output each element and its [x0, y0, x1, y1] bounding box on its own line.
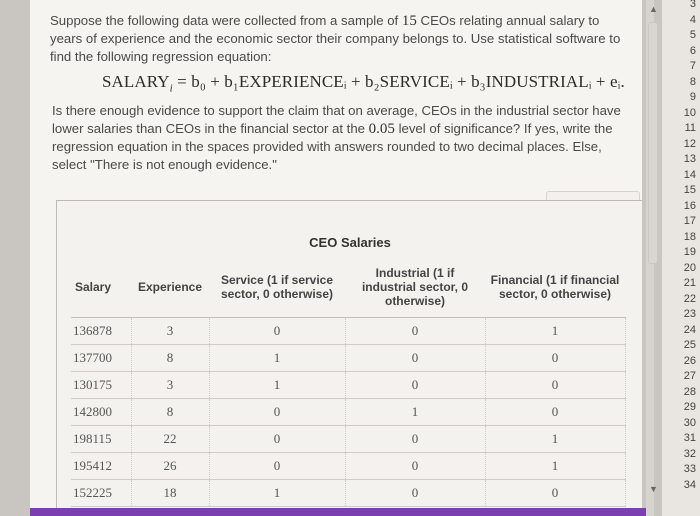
- line-number: 18: [683, 230, 696, 243]
- table-cell: 198115: [71, 426, 131, 453]
- table-cell: 0: [209, 426, 345, 453]
- question-part1: Suppose the following data were collected from a sample of: [50, 13, 402, 28]
- scrollbar-thumb[interactable]: [648, 22, 658, 264]
- line-number: 22: [683, 292, 696, 305]
- table-cell: 1: [485, 453, 625, 480]
- table-cell: 0: [485, 372, 625, 399]
- table-cell: 8: [131, 399, 209, 426]
- table-row: [71, 318, 625, 345]
- table-cell: 1: [209, 480, 345, 507]
- line-number: 6: [689, 44, 696, 57]
- table-cell: 0: [209, 318, 345, 345]
- table-row: [71, 345, 625, 372]
- line-number: 21: [683, 277, 696, 289]
- table-cell: 0: [345, 426, 485, 453]
- table-cell: 1: [209, 372, 345, 399]
- header-experience: Experience: [131, 257, 209, 318]
- scroll-up-icon[interactable]: ▲: [649, 4, 658, 14]
- sample-size: 15: [401, 13, 417, 29]
- bottom-bar: [30, 508, 646, 516]
- line-number: 34: [683, 478, 696, 491]
- line-number: 27: [683, 370, 696, 382]
- question-text-2: [52, 102, 637, 174]
- table-cell: 0: [345, 318, 485, 345]
- significance-level: 0.05: [368, 121, 395, 137]
- table-row: [71, 399, 625, 426]
- line-number: 10: [683, 106, 696, 119]
- table-cell: 3: [131, 318, 209, 345]
- table-cell: 0: [485, 480, 625, 507]
- table-cell: 152225: [71, 480, 131, 507]
- data-table: [71, 257, 626, 507]
- table-cell: 1: [345, 399, 485, 426]
- header-industrial: Industrial (1 if industrial sector, 0 otherwise): [345, 257, 485, 318]
- line-number: 25: [683, 339, 696, 351]
- question-part2b: level of significance? If yes, write the regression equation in the spaces provided with answers rounded to two decimal places. Else, select "There is not enough evidence.": [52, 121, 613, 172]
- table-cell: 1: [485, 318, 625, 345]
- table-cell: 195412: [71, 453, 131, 480]
- table-row: [71, 426, 625, 453]
- table-cell: 0: [345, 345, 485, 372]
- table-cell: 136878: [71, 318, 131, 345]
- line-number: 3: [689, 0, 696, 10]
- table-cell: 0: [345, 453, 485, 480]
- question-panel: [30, 0, 642, 510]
- line-number: 33: [683, 463, 696, 475]
- line-number: 12: [683, 137, 696, 150]
- line-number-gutter: [662, 0, 700, 516]
- table-row: [71, 372, 625, 399]
- line-number: 13: [683, 153, 696, 165]
- equation-lhs: SALARY: [102, 72, 170, 91]
- table-cell: 130175: [71, 372, 131, 399]
- header-financial: Financial (1 if financial sector, 0 otherwise): [485, 257, 625, 318]
- table-cell: 26: [131, 453, 209, 480]
- header-salary: Salary: [71, 257, 131, 318]
- table-cell: 1: [485, 426, 625, 453]
- ceo-salaries-table: [56, 200, 642, 510]
- table-header-row: [71, 257, 625, 318]
- table-cell: 0: [345, 480, 485, 507]
- line-number: 11: [684, 122, 696, 134]
- table-cell: 1: [209, 345, 345, 372]
- table-cell: 0: [209, 453, 345, 480]
- table-cell: 142800: [71, 399, 131, 426]
- line-number: 7: [689, 60, 696, 72]
- line-number: 24: [683, 323, 696, 336]
- line-number: 32: [683, 447, 696, 460]
- line-number: 26: [683, 354, 696, 367]
- table-cell: 0: [209, 399, 345, 426]
- line-number: 14: [683, 168, 696, 181]
- line-number: 23: [683, 308, 696, 320]
- line-number: 15: [683, 184, 696, 196]
- table-cell: 3: [131, 372, 209, 399]
- table-cell: 0: [485, 399, 625, 426]
- question-part1b: CEOs relating annual salary to years of experience and the economic sector their company belongs to. Use statistical software to find the following regression equation:: [50, 13, 621, 64]
- line-number: 29: [683, 401, 696, 413]
- line-number: 19: [683, 246, 696, 258]
- table-cell: 8: [131, 345, 209, 372]
- line-number: 5: [689, 29, 696, 41]
- table-row: [71, 480, 625, 507]
- line-number: 31: [683, 432, 696, 444]
- line-number: 4: [689, 13, 696, 26]
- table-cell: 22: [131, 426, 209, 453]
- question-part2: Is there enough evidence to support the claim that on average, CEOs in the industrial sector have lower salaries than CEOs in the financial sector at the: [52, 103, 621, 136]
- table-cell: 137700: [71, 345, 131, 372]
- table-row: [71, 453, 625, 480]
- scroll-down-icon[interactable]: ▼: [649, 484, 658, 494]
- table-title: CEO Salaries: [309, 235, 391, 250]
- line-number: 9: [689, 91, 696, 103]
- line-number: 20: [683, 261, 696, 274]
- question-text: [50, 12, 635, 66]
- line-number: 28: [683, 385, 696, 398]
- equation-rhs: b₀ + b₁EXPERIENCEᵢ + b₂SERVICEᵢ + b₃INDUSTRIALᵢ + eᵢ.: [191, 72, 625, 91]
- table-cell: 0: [345, 372, 485, 399]
- table-cell: 18: [131, 480, 209, 507]
- table-cell: 0: [485, 345, 625, 372]
- line-number: 17: [683, 215, 696, 227]
- line-number: 8: [689, 75, 696, 88]
- line-number: 30: [683, 416, 696, 429]
- regression-equation: $SALARY_i = b_0$ + b₁EXPERIENCEᵢ + b₂SERVICEᵢ + b₃INDUSTRIALᵢ + eᵢ.: [102, 72, 625, 95]
- header-service: Service (1 if service sector, 0 otherwise): [209, 257, 345, 318]
- line-number: 16: [683, 199, 696, 212]
